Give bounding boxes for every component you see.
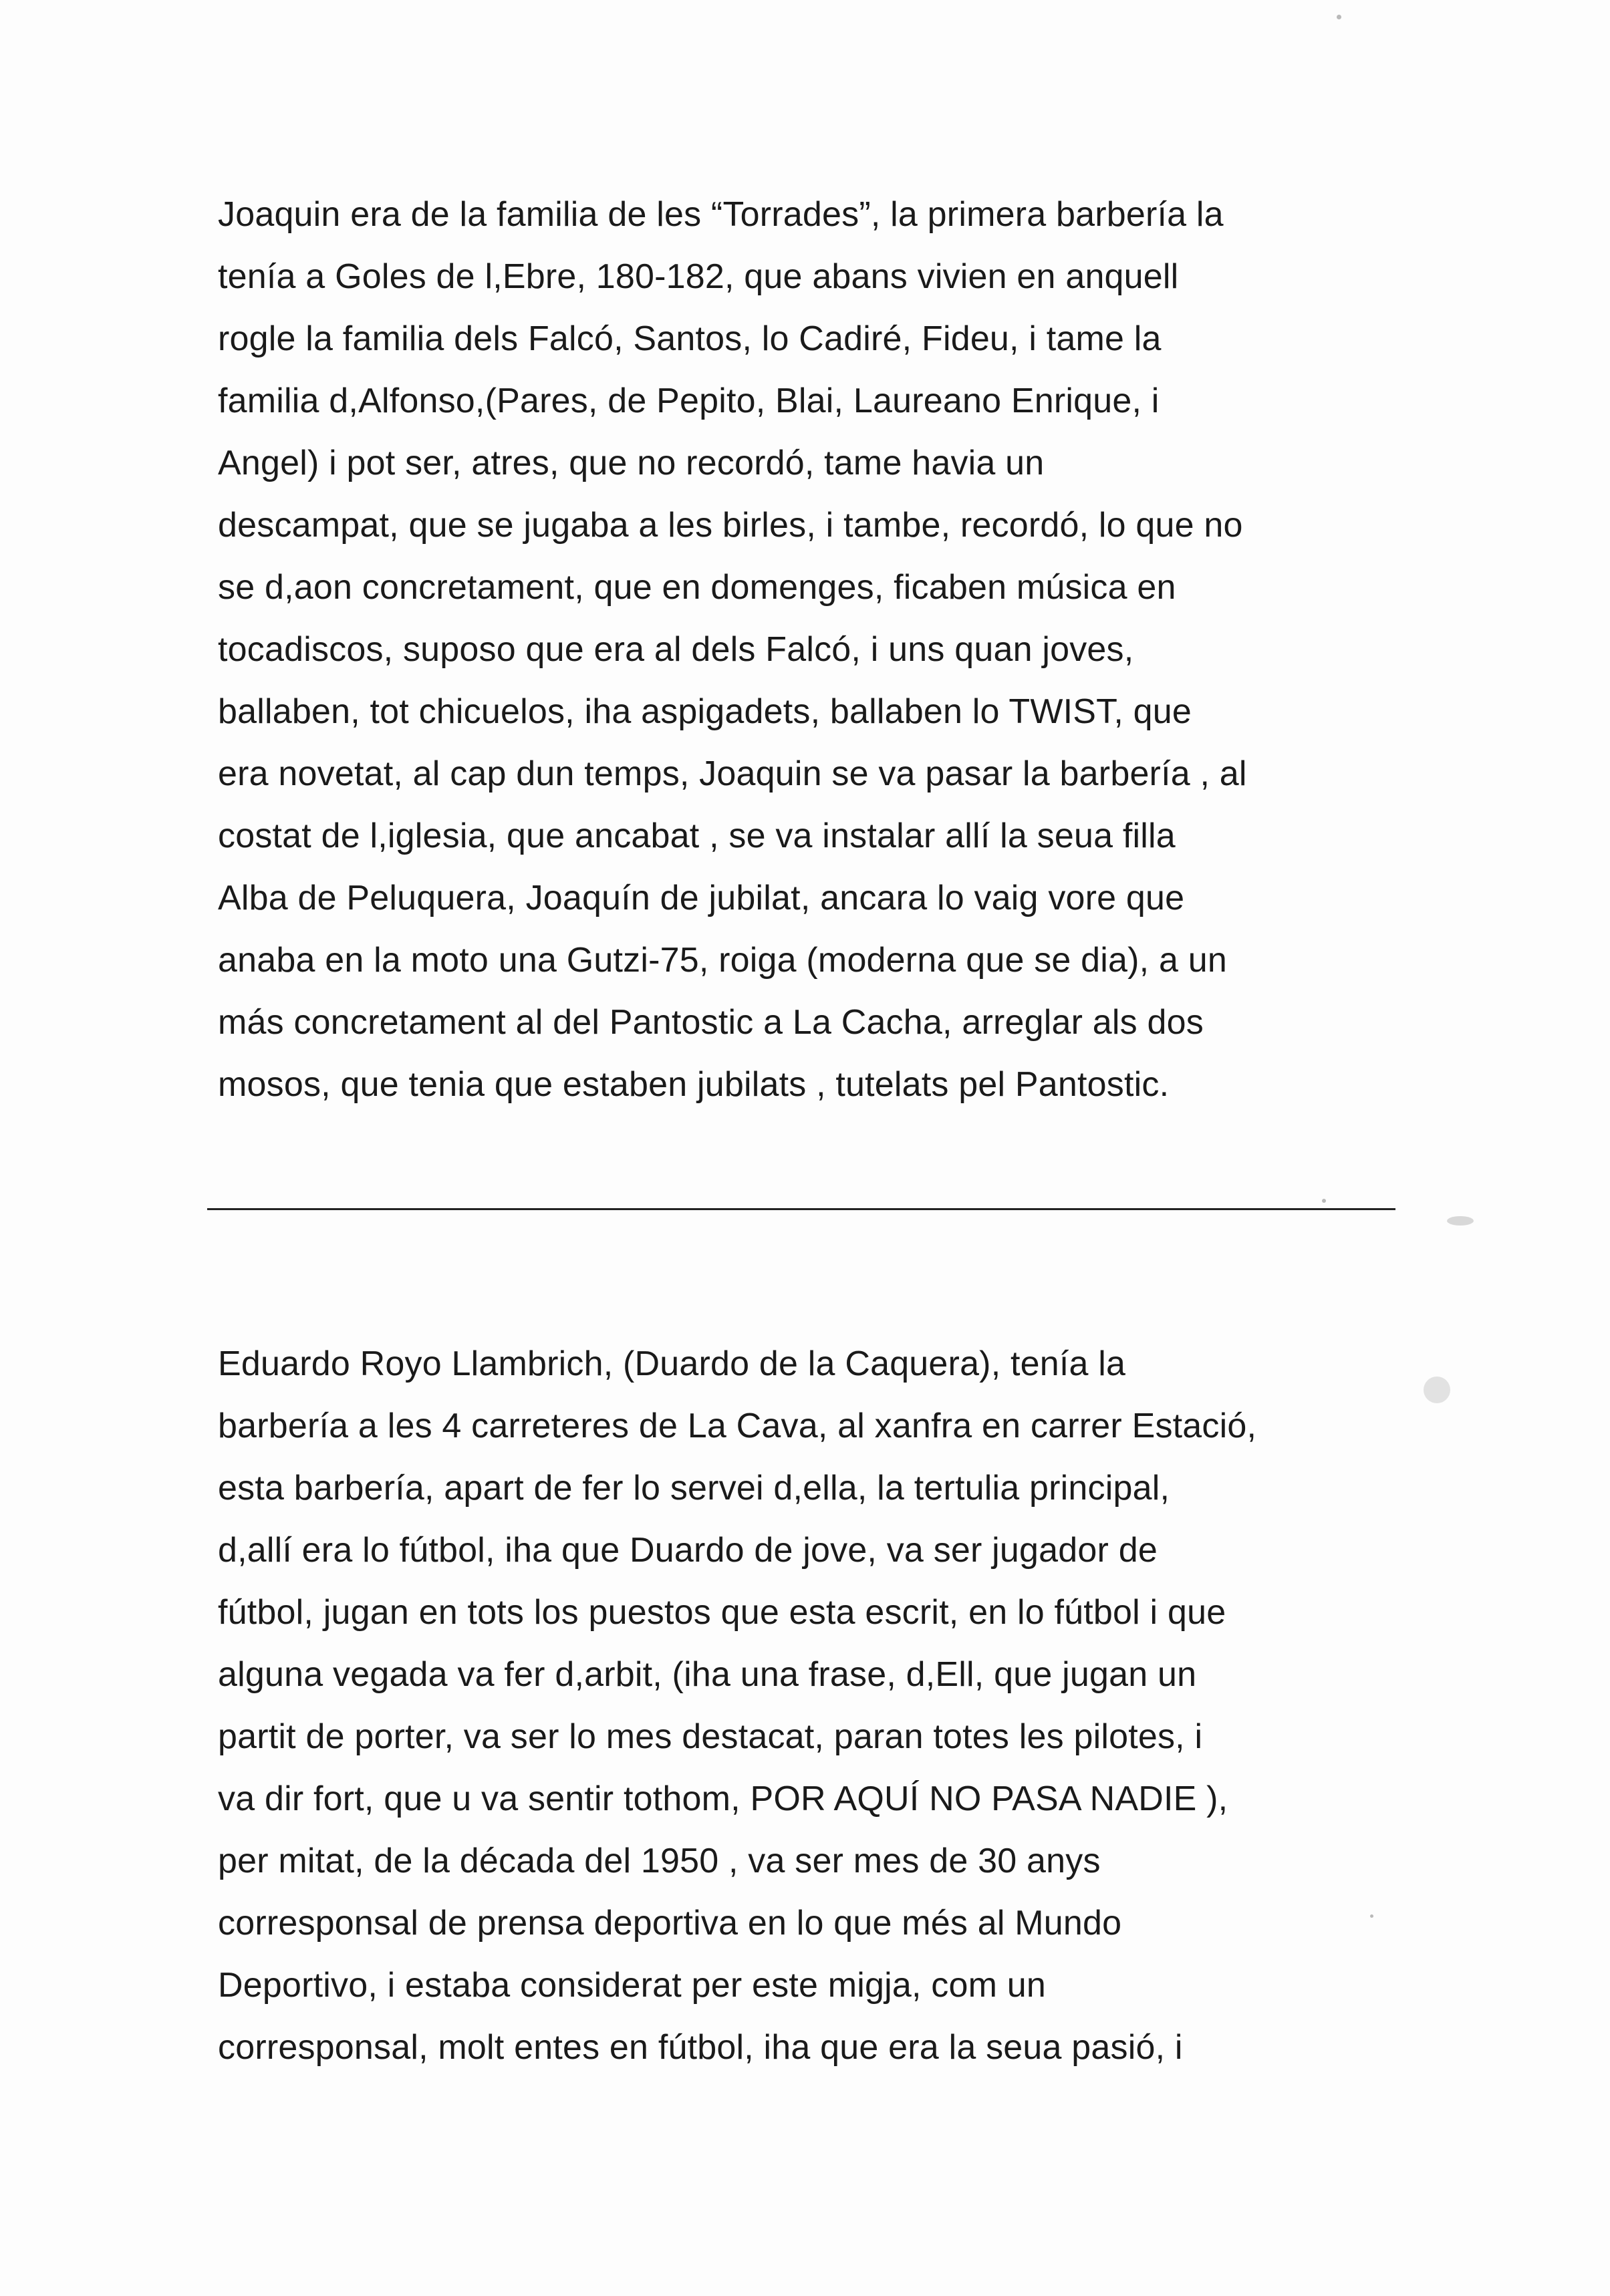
scan-speck: [1337, 15, 1341, 19]
text-line: Angel) i pot ser, atres, que no recordó, tame havia un: [218, 444, 1045, 482]
scan-speck: [1447, 1216, 1474, 1226]
text-line: Joaquin era de la familia de les “Torrades”, la primera barbería la: [218, 195, 1224, 234]
text-line: barbería a les 4 carreteres de La Cava, al xanfra en carrer Estació,: [218, 1407, 1257, 1445]
text-line: costat de l,iglesia, que ancabat , se va instalar allí la seua filla: [218, 817, 1176, 855]
text-line: familia d,Alfonso,(Pares, de Pepito, Blai, Laureano Enrique, i: [218, 382, 1160, 420]
text-line: corresponsal de prensa deportiva en lo que més al Mundo: [218, 1904, 1122, 1943]
text-line: ballaben, tot chicuelos, iha aspigadets, ballaben lo TWIST, que: [218, 692, 1192, 731]
text-line: anaba en la moto una Gutzi-75, roiga (moderna que se dia), a un: [218, 941, 1227, 980]
text-line: corresponsal, molt entes en fútbol, iha que era la seua pasió, i: [218, 2028, 1183, 2067]
text-line: partit de porter, va ser lo mes destacat, paran totes les pilotes, i: [218, 1717, 1203, 1756]
text-line: mosos, que tenia que estaben jubilats , tutelats pel Pantostic.: [218, 1065, 1170, 1104]
text-line: esta barbería, apart de fer lo servei d,ella, la tertulia principal,: [218, 1469, 1170, 1508]
text-line: Deportivo, i estaba considerat per este migja, com un: [218, 1966, 1046, 2005]
paragraph-eduardo: [218, 1333, 1488, 2079]
text-line: per mitat, de la década del 1950 , va ser mes de 30 anys: [218, 1842, 1101, 1880]
text-line: rogle la familia dels Falcó, Santos, lo Cadiré, Fideu, i tame la: [218, 319, 1162, 358]
scan-speck: [1322, 1199, 1326, 1203]
separator-line: [207, 1208, 1395, 1210]
text-line: va dir fort, que u va sentir tothom, POR AQUÍ NO PASA NADIE ),: [218, 1779, 1228, 1818]
paragraph-joaquin: [218, 184, 1488, 1116]
text-line: se d,aon concretament, que en domenges, ficaben música en: [218, 568, 1176, 607]
text-line: Eduardo Royo Llambrich, (Duardo de la Caquera), tenía la: [218, 1344, 1126, 1383]
text-line: alguna vegada va fer d,arbit, (iha una frase, d,Ell, que jugan un: [218, 1655, 1197, 1694]
text-line: era novetat, al cap dun temps, Joaquin se va pasar la barbería , al: [218, 754, 1247, 793]
text-line: Alba de Peluquera, Joaquín de jubilat, ancara lo vaig vore que: [218, 879, 1185, 917]
scan-speck: [1424, 1377, 1450, 1403]
text-line: fútbol, jugan en tots los puestos que esta escrit, en lo fútbol i que: [218, 1593, 1226, 1632]
text-line: tenía a Goles de l,Ebre, 180-182, que abans vivien en anquell: [218, 257, 1179, 296]
scan-speck: [1370, 1914, 1373, 1918]
text-line: d,allí era lo fútbol, iha que Duardo de jove, va ser jugador de: [218, 1531, 1158, 1570]
text-line: descampat, que se jugaba a les birles, i tambe, recordó, lo que no: [218, 506, 1243, 545]
text-line: tocadiscos, suposo que era al dels Falcó, i uns quan joves,: [218, 630, 1134, 669]
text-line: más concretament al del Pantostic a La Cacha, arreglar als dos: [218, 1003, 1204, 1042]
